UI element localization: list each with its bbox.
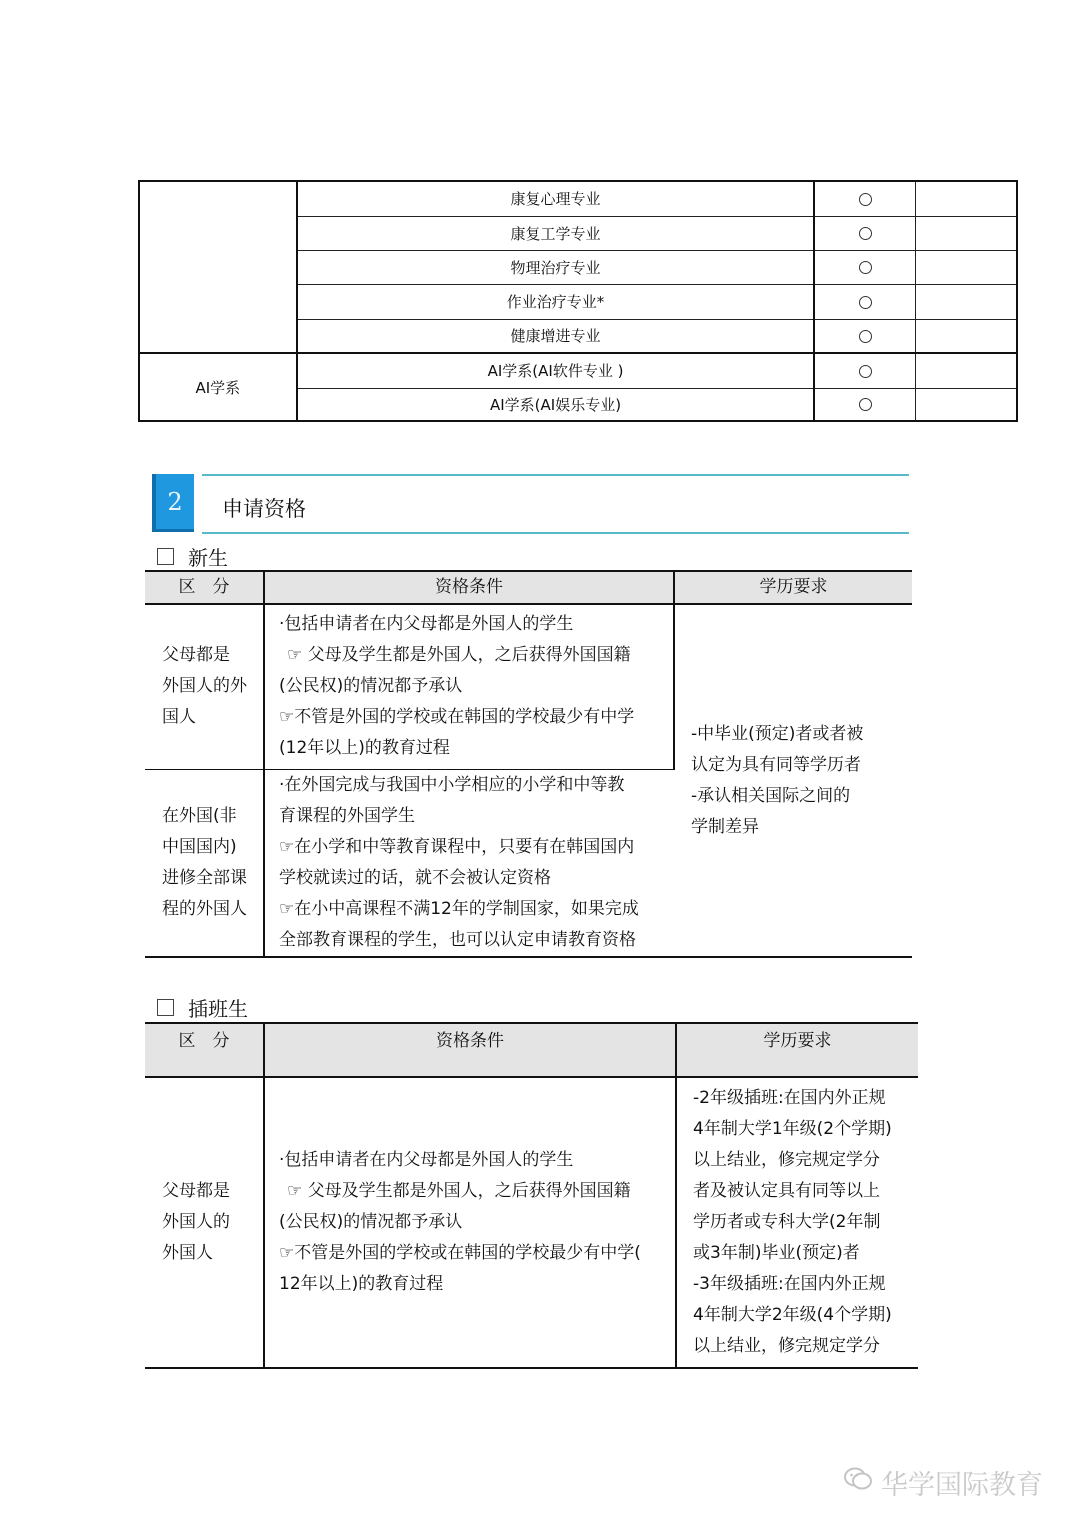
table-header-row <box>145 571 912 604</box>
availability-mark <box>814 388 915 421</box>
empty-cell <box>915 216 1017 250</box>
major-name: 作业治疗专业* <box>297 284 815 319</box>
availability-mark <box>814 216 915 250</box>
major-name: AI学系(AI软件专业 ) <box>297 353 815 388</box>
section-rule-bottom <box>202 532 909 534</box>
category-line: 外国人的 <box>162 1212 230 1232</box>
requirement-line: -承认相关国际之间的 <box>691 785 851 806</box>
category-line: 中国国内) <box>162 836 237 857</box>
major-name: AI学系(AI娱乐专业) <box>297 388 815 421</box>
table-row <box>139 353 1017 388</box>
column-header-conditions: 资格条件 <box>264 1023 676 1077</box>
condition-line: ☞不管是外国的学校或在韩国的学校最少有中学( <box>279 1243 641 1263</box>
conditions-cell <box>264 1077 676 1368</box>
section-rule-top <box>202 474 909 476</box>
conditions-cell <box>264 769 674 957</box>
freshman-heading <box>157 542 228 571</box>
availability-mark <box>814 284 915 319</box>
category-line: 国人 <box>162 707 196 728</box>
condition-line: ·在外国完成与我国中小学相应的小学和中等教 <box>279 774 625 795</box>
major-name: 康复工学专业 <box>297 216 815 250</box>
column-header-category: 区 分 <box>145 571 264 604</box>
requirement-line: 4年制大学1年级(2个学期) <box>693 1119 892 1139</box>
condition-line: (公民权)的情况都予承认 <box>279 676 463 697</box>
circle-icon <box>859 365 872 378</box>
category-line: 父母都是 <box>162 1181 230 1201</box>
freshman-table <box>145 570 912 958</box>
requirements-cell <box>676 1077 918 1368</box>
department-cell: AI学系 <box>139 353 297 421</box>
transfer-table <box>145 1022 918 1369</box>
category-line: 外国人 <box>162 1243 213 1263</box>
requirement-line: -2年级插班:在国内外正规 <box>693 1088 886 1108</box>
empty-cell <box>915 181 1017 216</box>
requirement-line: 认定为具有同等学历者 <box>691 754 861 775</box>
empty-cell <box>915 353 1017 388</box>
condition-line: ☞ 父母及学生都是外国人，之后获得外国国籍 <box>287 645 631 666</box>
condition-line: 12年以上)的教育过程 <box>279 1274 444 1294</box>
wechat-icon <box>843 1466 873 1499</box>
majors-table <box>138 180 1018 422</box>
circle-icon <box>859 296 872 309</box>
requirement-line: -中毕业(预定)者或者被 <box>691 723 864 744</box>
department-cell <box>139 181 297 353</box>
category-line: 外国人的外 <box>162 676 247 697</box>
conditions-cell <box>264 604 674 769</box>
circle-icon <box>859 398 872 411</box>
major-name: 健康增进专业 <box>297 319 815 353</box>
column-header-requirements: 学历要求 <box>674 571 912 604</box>
empty-cell <box>915 250 1017 284</box>
requirement-line: 者及被认定具有同等以上 <box>693 1181 880 1201</box>
category-line: 进修全部课 <box>162 867 247 888</box>
circle-icon <box>859 227 872 240</box>
section-title: 申请资格 <box>222 497 306 521</box>
category-cell <box>145 604 264 769</box>
category-line: 父母都是 <box>162 645 230 666</box>
empty-cell <box>915 319 1017 353</box>
requirement-line: 学制差异 <box>691 816 759 837</box>
empty-cell <box>915 284 1017 319</box>
availability-mark <box>814 353 915 388</box>
major-name: 康复心理专业 <box>297 181 815 216</box>
checkbox-square-icon <box>157 548 174 565</box>
major-name: 物理治疗专业 <box>297 250 815 284</box>
table-row <box>145 1077 918 1368</box>
condition-line: ·包括申请者在内父母都是外国人的学生 <box>279 1150 574 1170</box>
category-line: 程的外国人 <box>162 898 247 919</box>
requirement-line: 以上结业，修完规定学分 <box>693 1150 880 1170</box>
condition-line: (12年以上)的教育过程 <box>279 738 450 759</box>
condition-line: ☞在小学和中等教育课程中，只要有在韩国国内 <box>279 836 635 857</box>
condition-line: ☞不管是外国的学校或在韩国的学校最少有中学 <box>279 707 635 728</box>
table-row <box>139 181 1017 216</box>
requirement-line: -3年级插班:在国内外正规 <box>693 1274 886 1294</box>
column-header-category: 区 分 <box>145 1023 264 1077</box>
column-header-requirements: 学历要求 <box>676 1023 918 1077</box>
requirement-line: 学历者或专科大学(2年制 <box>693 1212 881 1232</box>
section-number-badge: 2 <box>152 474 194 532</box>
circle-icon <box>859 330 872 343</box>
requirement-line: 或3年制)毕业(预定)者 <box>693 1243 860 1263</box>
condition-line: ☞在小中高课程不满12年的学制国家，如果完成 <box>279 898 639 919</box>
availability-mark <box>814 250 915 284</box>
watermark <box>843 1463 1043 1502</box>
requirements-cell <box>674 604 912 957</box>
column-header-conditions: 资格条件 <box>264 571 674 604</box>
transfer-heading-label: 插班生 <box>188 997 248 1021</box>
table-header-row <box>145 1023 918 1077</box>
condition-line: ☞ 父母及学生都是外国人，之后获得外国国籍 <box>287 1181 631 1201</box>
watermark-text: 华学国际教育 <box>881 1470 1043 1501</box>
category-line: 在外国(非 <box>162 805 237 826</box>
circle-icon <box>859 261 872 274</box>
freshman-heading-label: 新生 <box>188 546 228 570</box>
requirement-line: 以上结业，修完规定学分 <box>693 1336 880 1356</box>
condition-line: 学校就读过的话，就不会被认定资格 <box>279 867 551 888</box>
empty-cell <box>915 388 1017 421</box>
category-cell <box>145 769 264 957</box>
requirement-line: 4年制大学2年级(4个学期) <box>693 1305 892 1325</box>
checkbox-square-icon <box>157 999 174 1016</box>
condition-line: 育课程的外国学生 <box>279 805 415 826</box>
condition-line: ·包括申请者在内父母都是外国人的学生 <box>279 614 574 635</box>
availability-mark <box>814 181 915 216</box>
table-row <box>145 604 912 769</box>
condition-line: 全部教育课程的学生，也可以认定申请教育资格 <box>279 929 636 950</box>
condition-line: (公民权)的情况都予承认 <box>279 1212 463 1232</box>
circle-icon <box>859 193 872 206</box>
transfer-heading <box>157 993 248 1022</box>
availability-mark <box>814 319 915 353</box>
category-cell <box>145 1077 264 1368</box>
